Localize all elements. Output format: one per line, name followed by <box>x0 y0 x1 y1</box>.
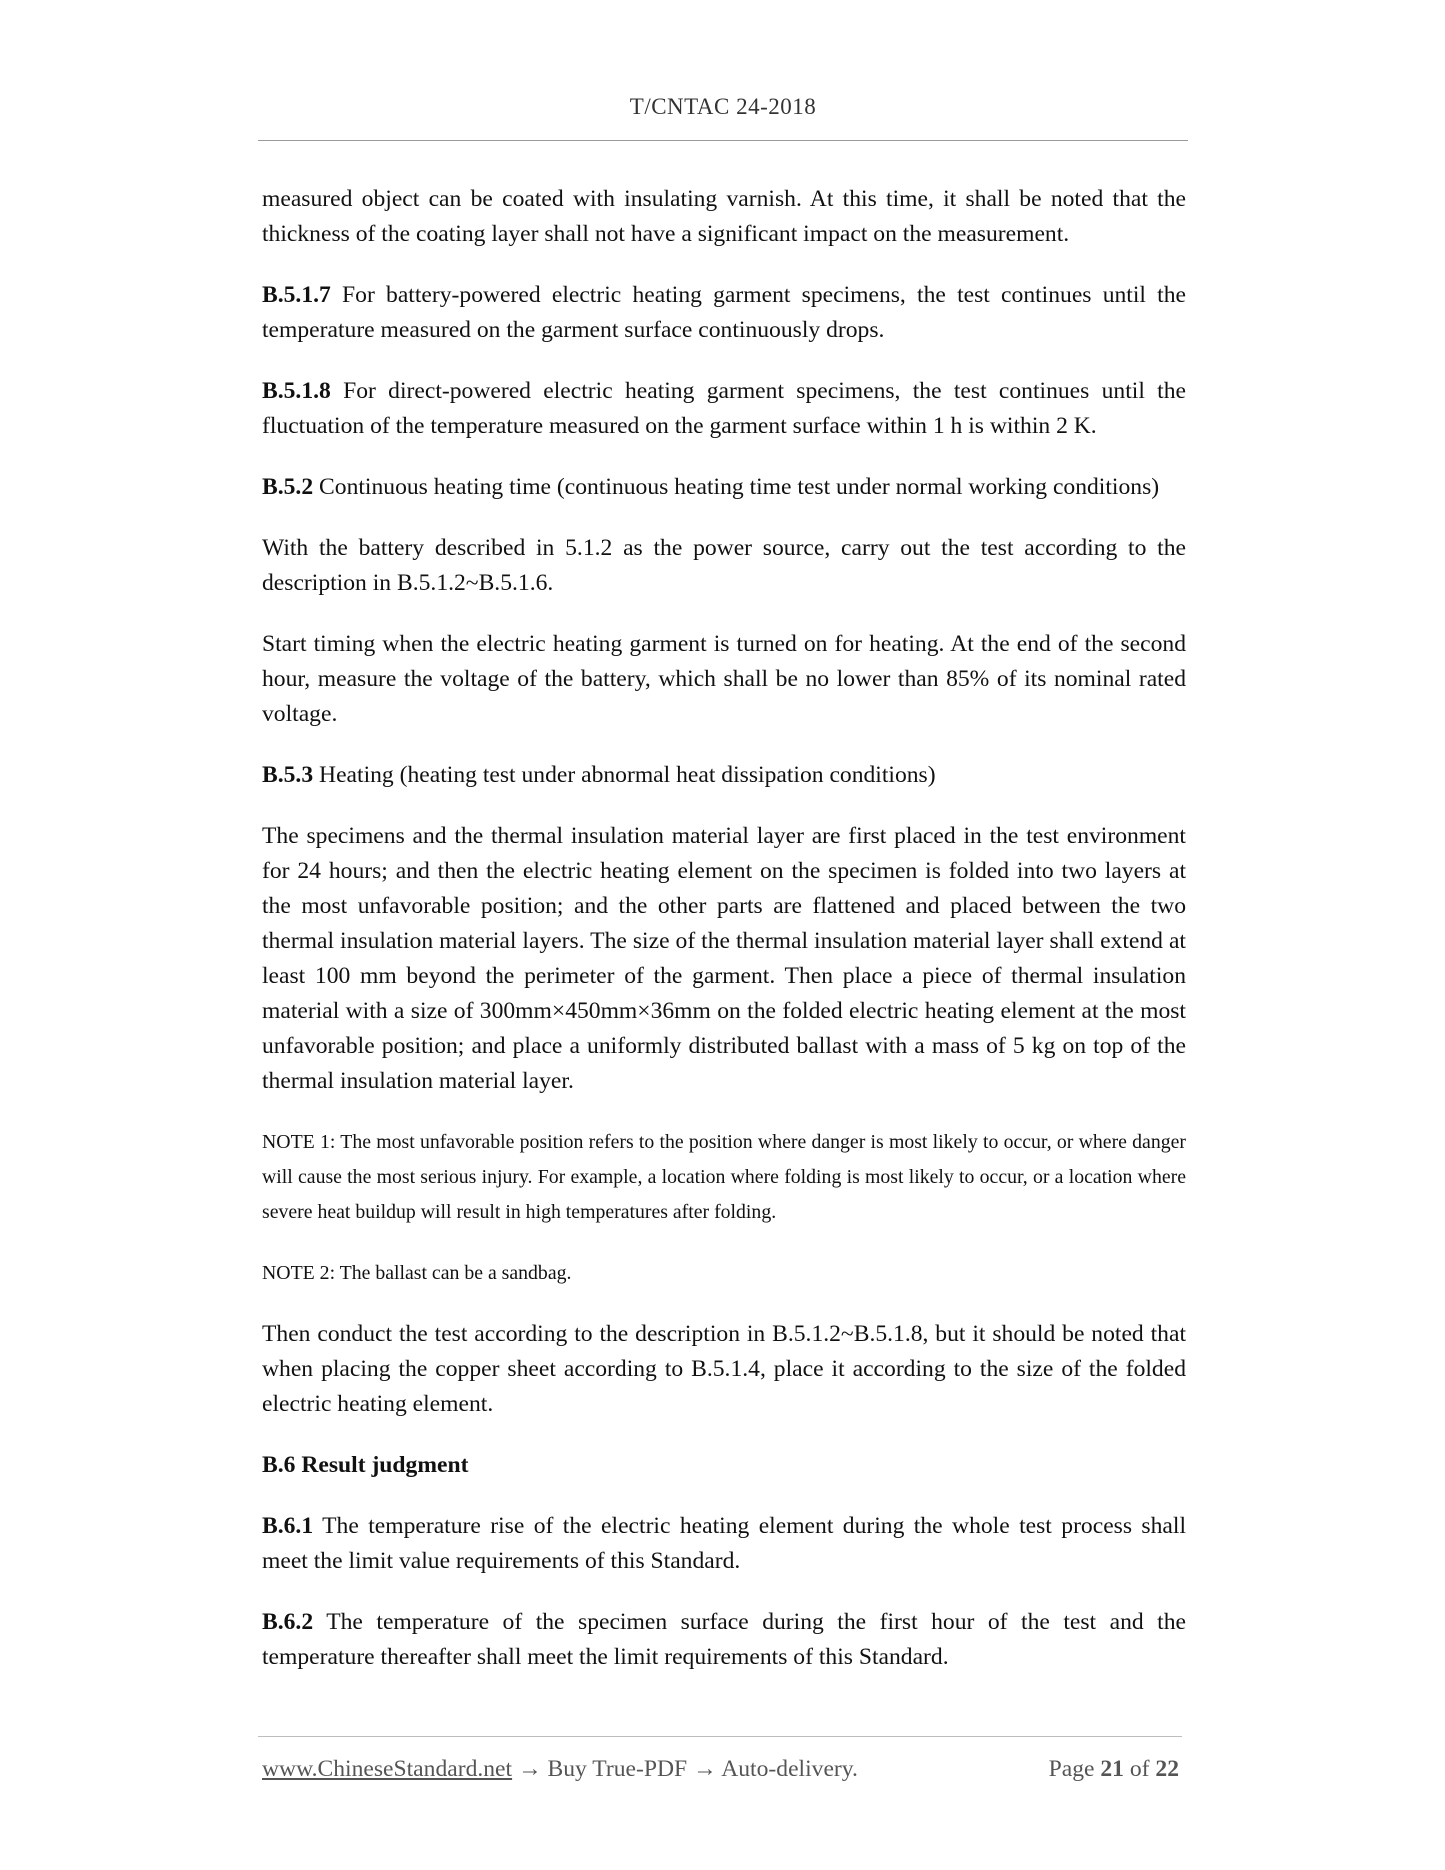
clause-b62 <box>262 1605 1186 1675</box>
clause-b517 <box>262 278 1186 348</box>
clause-b61 <box>262 1509 1186 1579</box>
page-current: 21 <box>1100 1756 1124 1782</box>
footer-tagline: → Buy True-PDF → Auto-delivery. <box>512 1756 858 1782</box>
note-2: NOTE 2: The ballast can be a sandbag. <box>262 1262 572 1284</box>
clause-number: B.5.3 <box>262 762 314 788</box>
clause-text: For direct-powered electric heating garment specimens, the test continues until the fluctuation of the temperature measured on the garment surface within 1 h is within 2 K. <box>262 378 1186 439</box>
clause-text: Continuous heating time (continuous heating time test under normal working conditions) <box>313 474 1160 500</box>
paragraph-then: Then conduct the test according to the description in B.5.1.2~B.5.1.8, but it should be noted that when placing the copper sheet according to B.5.1.4, place it according to the size of the folded electric heating element. <box>262 1321 1186 1417</box>
clause-number: B.6.2 <box>262 1609 314 1635</box>
clause-text: The temperature of the specimen surface during the first hour of the test and the temperature thereafter shall meet the limit requirements of this Standard. <box>262 1609 1186 1670</box>
section-heading-b6: B.6 Result judgment <box>262 1452 469 1478</box>
clause-text: Heating (heating test under abnormal heat dissipation conditions) <box>313 762 936 788</box>
page-label: Page <box>1048 1756 1101 1782</box>
page-indicator <box>1049 1756 1179 1783</box>
paragraph-coating: measured object can be coated with insulating varnish. At this time, it shall be noted that the thickness of the coating layer shall not have a significant impact on the measurement. <box>262 186 1186 247</box>
clause-b52 <box>262 470 1186 505</box>
header-divider <box>258 140 1188 141</box>
page-of: of <box>1123 1756 1156 1782</box>
clause-number: B.6.1 <box>262 1513 314 1539</box>
paragraph-timing: Start timing when the electric heating garment is turned on for heating. At the end of the second hour, measure the voltage of the battery, which shall be no lower than 85% of its nominal rated voltage. <box>262 631 1186 727</box>
page-total: 22 <box>1155 1756 1179 1782</box>
footer-divider <box>258 1736 1182 1737</box>
clause-number: B.5.1.8 <box>262 378 331 404</box>
document-body <box>262 182 1186 1701</box>
clause-b53 <box>262 758 1186 793</box>
paragraph-battery: With the battery described in 5.1.2 as the power source, carry out the test according to the description in B.5.1.2~B.5.1.6. <box>262 535 1186 596</box>
clause-number: B.5.1.7 <box>262 282 331 308</box>
note-1: NOTE 1: The most unfavorable position refers to the position where danger is most likely to occur, or where danger will cause the most serious injury. For example, a location where folding is most likely to occur, or a location where severe heat buildup will result in high temperatures after folding. <box>262 1131 1186 1223</box>
clause-b518 <box>262 374 1186 444</box>
paragraph-specimens: The specimens and the thermal insulation material layer are first placed in the test environment for 24 hours; and then the electric heating element on the specimen is folded into two layers at the most unfavorable position; and the other parts are flattened and placed between the two thermal insulation material layers. The size of the thermal insulation material layer shall extend at least 100 mm beyond the perimeter of the garment. Then place a piece of thermal insulation material with a size of 300mm×450mm×36mm on the folded electric heating element at the most unfavorable position; and place a uniformly distributed ballast with a mass of 5 kg on top of the thermal insulation material layer. <box>262 823 1186 1094</box>
document-code-header: T/CNTAC 24-2018 <box>629 94 817 119</box>
clause-text: The temperature rise of the electric heating element during the whole test process shall meet the limit value requirements of this Standard. <box>262 1513 1186 1574</box>
footer-promo <box>262 1756 858 1783</box>
clause-number: B.5.2 <box>262 474 314 500</box>
site-link[interactable]: www.ChineseStandard.net <box>262 1756 513 1782</box>
clause-text: For battery-powered electric heating garment specimens, the test continues until the temperature measured on the garment surface continuously drops. <box>262 282 1186 343</box>
